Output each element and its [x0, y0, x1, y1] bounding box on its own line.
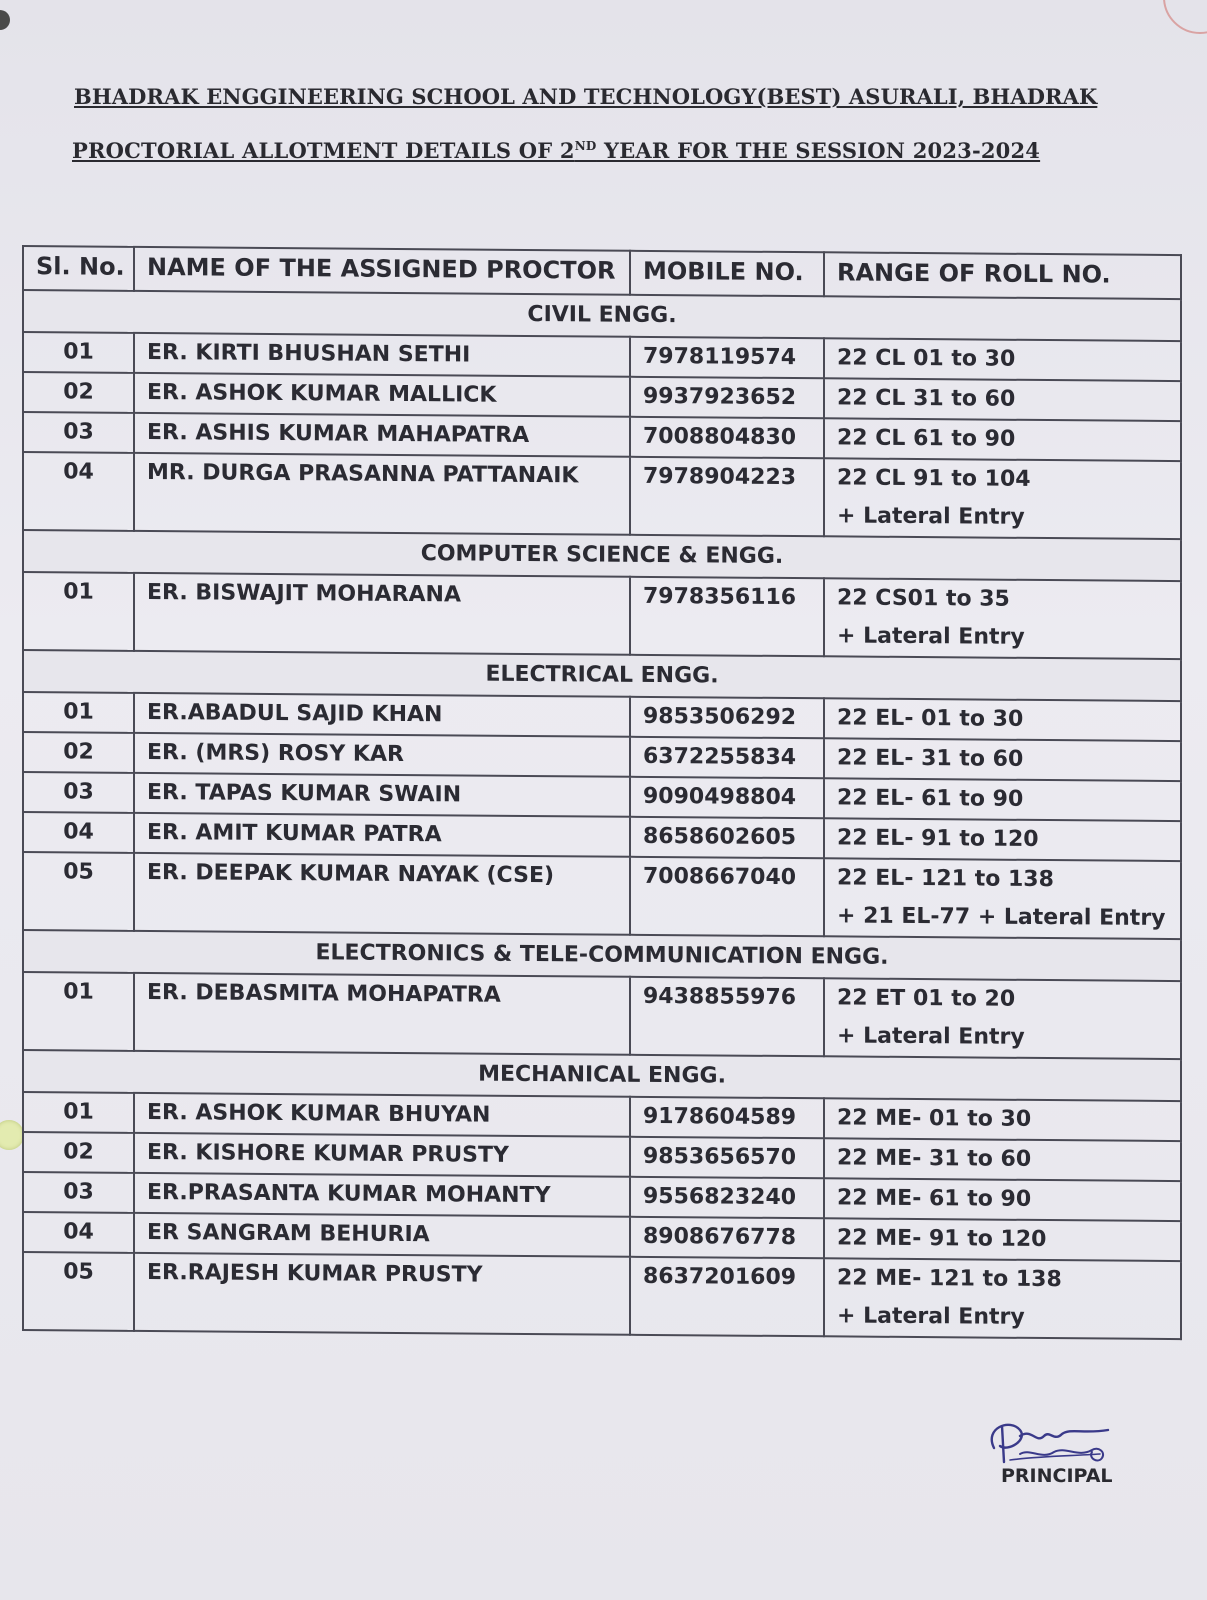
roll-range-cell [824, 858, 1181, 939]
roll-range-line: 22 CL 61 to 90 [837, 425, 1016, 452]
subtitle-prefix: PROCTORIAL ALLOTMENT DETAILS OF 2 [72, 138, 575, 163]
roll-range-cell [824, 418, 1181, 461]
roll-range-line: + 21 EL-77 + Lateral Entry [837, 903, 1166, 931]
roll-range-cell [824, 578, 1181, 659]
mobile-number-cell: 7008804830 [630, 417, 824, 459]
roll-range-line: 22 ET 01 to 20 [837, 985, 1016, 1012]
serial-number-cell: 05 [23, 1252, 134, 1331]
roll-range-line: + Lateral Entry [837, 503, 1025, 530]
column-header-mobile: MOBILE NO. [630, 251, 824, 297]
mobile-number-cell: 9853506292 [630, 697, 824, 739]
roll-range-line: 22 ME- 01 to 30 [837, 1105, 1032, 1132]
mobile-number-cell: 7008667040 [630, 857, 824, 937]
roll-range-line: 22 CL 01 to 30 [837, 345, 1016, 372]
roll-range-cell [824, 1258, 1181, 1339]
roll-range-cell [824, 1178, 1181, 1221]
mobile-number-cell: 7978904223 [630, 457, 824, 537]
roll-range-cell [824, 1138, 1181, 1181]
proctor-name-cell: ER. (MRS) ROSY KAR [134, 733, 630, 777]
section-title: MECHANICAL ENGG. [23, 1050, 1181, 1101]
proctor-name-cell: ER.RAJESH KUMAR PRUSTY [134, 1253, 630, 1335]
roll-range-line: 22 CL 31 to 60 [837, 385, 1016, 412]
roll-range-cell [824, 738, 1181, 781]
roll-range-cell [824, 778, 1181, 821]
roll-range-line: 22 EL- 91 to 120 [837, 825, 1039, 852]
serial-number-cell: 02 [23, 1132, 134, 1173]
table-row [23, 852, 1181, 939]
roll-range-line: 22 EL- 61 to 90 [837, 785, 1024, 812]
mobile-number-cell: 7978119574 [630, 337, 824, 379]
table-row [23, 972, 1181, 1059]
corner-mark [0, 10, 10, 30]
roll-range-line: + Lateral Entry [837, 623, 1025, 650]
proctor-name-cell: ER. DEBASMITA MOHAPATRA [134, 973, 630, 1055]
mobile-number-cell: 9178604589 [630, 1097, 824, 1139]
punch-hole [0, 1120, 24, 1150]
serial-number-cell: 04 [23, 812, 134, 853]
mobile-number-cell: 9090498804 [630, 777, 824, 819]
mobile-number-cell: 9438855976 [630, 977, 824, 1057]
serial-number-cell: 03 [23, 1172, 134, 1213]
proctor-name-cell: ER. KISHORE KUMAR PRUSTY [134, 1133, 630, 1177]
serial-number-cell: 02 [23, 732, 134, 773]
serial-number-cell: 04 [23, 452, 134, 531]
serial-number-cell: 01 [23, 572, 134, 651]
mobile-number-cell: 6372255834 [630, 737, 824, 779]
mobile-number-cell: 9556823240 [630, 1177, 824, 1219]
roll-range-line: 22 CS01 to 35 [837, 585, 1010, 612]
column-header-sl: Sl. No. [23, 246, 134, 291]
roll-range-line: 22 ME- 61 to 90 [837, 1185, 1032, 1212]
table-row [23, 1252, 1181, 1339]
mobile-number-cell: 8637201609 [630, 1257, 824, 1337]
section-title: ELECTRONICS & TELE-COMMUNICATION ENGG. [23, 930, 1181, 981]
proctor-name-cell: ER.ABADUL SAJID KHAN [134, 693, 630, 737]
column-header-range: RANGE OF ROLL NO. [824, 252, 1181, 299]
section-title: CIVIL ENGG. [23, 290, 1181, 341]
roll-range-line: 22 ME- 91 to 120 [837, 1225, 1047, 1253]
proctor-name-cell: ER.PRASANTA KUMAR MOHANTY [134, 1173, 630, 1217]
column-header-name: NAME OF THE ASSIGNED PROCTOR [134, 247, 630, 295]
proctor-name-cell: ER. BISWAJIT MOHARANA [134, 573, 630, 655]
serial-number-cell: 01 [23, 692, 134, 733]
serial-number-cell: 03 [23, 772, 134, 813]
serial-number-cell: 03 [23, 412, 134, 453]
roll-range-cell [824, 1218, 1181, 1261]
proctor-name-cell: ER. TAPAS KUMAR SWAIN [134, 773, 630, 817]
proctor-allotment-table [22, 245, 1182, 1340]
roll-range-cell [824, 1098, 1181, 1141]
serial-number-cell: 01 [23, 1092, 134, 1133]
mobile-number-cell: 8908676778 [630, 1217, 824, 1259]
roll-range-line: 22 EL- 01 to 30 [837, 705, 1024, 732]
roll-range-cell [824, 698, 1181, 741]
roll-range-line: 22 ME- 31 to 60 [837, 1145, 1032, 1172]
proctor-name-cell: ER. ASHOK KUMAR MALLICK [134, 373, 630, 417]
institute-title: BHADRAK ENGGINEERING SCHOOL AND TECHNOLOGY(BEST) ASURALI, BHADRAK [74, 84, 1098, 109]
proctor-name-cell: ER. ASHOK KUMAR BHUYAN [134, 1093, 630, 1137]
proctor-name-cell: ER. DEEPAK KUMAR NAYAK (CSE) [134, 853, 630, 935]
serial-number-cell: 02 [23, 372, 134, 413]
section-title: ELECTRICAL ENGG. [23, 650, 1181, 701]
roll-range-cell [824, 818, 1181, 861]
table-row [23, 452, 1181, 539]
mobile-number-cell: 9853656570 [630, 1137, 824, 1179]
roll-range-line: 22 EL- 121 to 138 [837, 865, 1054, 893]
proctor-name-cell: MR. DURGA PRASANNA PATTANAIK [134, 453, 630, 535]
subtitle-superscript: ND [574, 139, 597, 153]
serial-number-cell: 01 [23, 972, 134, 1051]
serial-number-cell: 05 [23, 852, 134, 931]
mobile-number-cell: 9937923652 [630, 377, 824, 419]
roll-range-cell [824, 978, 1181, 1059]
proctor-name-cell: ER. AMIT KUMAR PATRA [134, 813, 630, 857]
signatory-label: PRINCIPAL [1001, 1465, 1113, 1487]
section-title: COMPUTER SCIENCE & ENGG. [23, 530, 1181, 581]
table-row [23, 572, 1181, 659]
mobile-number-cell: 7978356116 [630, 577, 824, 657]
roll-range-line: 22 ME- 121 to 138 [837, 1265, 1062, 1293]
roll-range-line: + Lateral Entry [837, 1023, 1025, 1050]
proctor-name-cell: ER. KIRTI BHUSHAN SETHI [134, 333, 630, 377]
serial-number-cell: 01 [23, 332, 134, 373]
roll-range-line: 22 CL 91 to 104 [837, 465, 1031, 492]
roll-range-line: 22 EL- 31 to 60 [837, 745, 1024, 772]
document-subtitle [72, 138, 1207, 163]
subtitle-suffix: YEAR FOR THE SESSION 2023-2024 [596, 138, 1041, 163]
table-body [23, 290, 1181, 1339]
proctor-name-cell: ER SANGRAM BEHURIA [134, 1213, 630, 1257]
roll-range-line: + Lateral Entry [837, 1303, 1025, 1330]
roll-range-cell [824, 458, 1181, 539]
stamp-edge [1163, 0, 1207, 34]
roll-range-cell [824, 338, 1181, 381]
proctor-name-cell: ER. ASHIS KUMAR MAHAPATRA [134, 413, 630, 457]
mobile-number-cell: 8658602605 [630, 817, 824, 859]
roll-range-cell [824, 378, 1181, 421]
serial-number-cell: 04 [23, 1212, 134, 1253]
